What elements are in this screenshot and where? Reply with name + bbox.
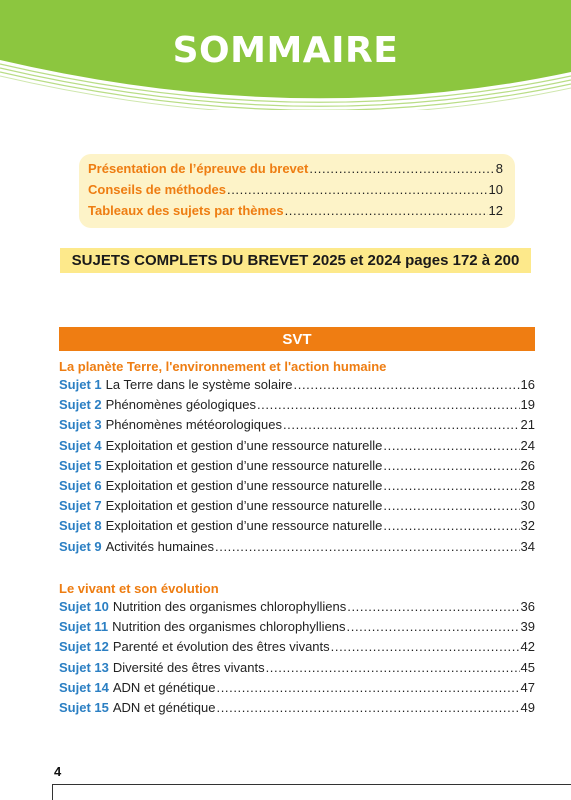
item-text: ADN et génétique — [112, 699, 216, 715]
item-number: Sujet 15 — [59, 699, 109, 715]
toc-item[interactable] — [59, 377, 535, 397]
section-planete-terre — [59, 357, 535, 559]
item-page: 39 — [520, 619, 535, 635]
dot-leader — [383, 518, 519, 533]
item-page: 26 — [520, 457, 535, 473]
intro-page: 12 — [488, 203, 503, 218]
toc-item[interactable] — [59, 619, 535, 639]
dot-leader — [309, 161, 494, 176]
item-page: 21 — [520, 417, 535, 433]
item-text: Exploitation et gestion d’une ressource naturelle — [105, 477, 383, 493]
item-text: Nutrition des organismes chlorophylliens — [112, 619, 346, 635]
item-page: 30 — [520, 498, 535, 514]
item-number: Sujet 11 — [59, 619, 109, 635]
toc-item[interactable] — [59, 478, 535, 498]
intro-page: 8 — [495, 161, 503, 176]
item-page: 42 — [520, 639, 535, 655]
item-number: Sujet 2 — [59, 397, 102, 413]
item-number: Sujet 9 — [59, 538, 102, 554]
dot-leader — [266, 660, 520, 675]
item-number: Sujet 8 — [59, 518, 102, 534]
toc-item[interactable] — [59, 458, 535, 478]
dot-leader — [383, 458, 519, 473]
dot-leader — [383, 438, 519, 453]
item-page: 49 — [520, 699, 535, 715]
dot-leader — [216, 680, 519, 695]
dot-leader — [227, 182, 488, 197]
dot-leader — [347, 619, 520, 634]
section-title: La planète Terre, l'environnement et l'action humaine — [59, 359, 387, 374]
item-text: Exploitation et gestion d’une ressource naturelle — [105, 437, 383, 453]
item-number: Sujet 4 — [59, 437, 102, 453]
page-number: 4 — [54, 764, 62, 779]
item-number: Sujet 6 — [59, 477, 102, 493]
item-number: Sujet 1 — [59, 377, 102, 392]
intro-label: Tableaux des sujets par thèmes — [88, 203, 284, 218]
exams-banner: SUJETS COMPLETS DU BREVET 2025 et 2024 pages 172 à 200 — [60, 248, 531, 273]
item-text: Diversité des êtres vivants — [112, 659, 265, 675]
page-title: SOMMAIRE — [172, 30, 399, 71]
dot-leader — [294, 377, 520, 392]
toc-item[interactable] — [59, 539, 535, 559]
item-page: 28 — [520, 477, 535, 493]
toc-item[interactable] — [59, 700, 535, 720]
item-page: 47 — [520, 679, 535, 695]
section-vivant — [59, 579, 535, 720]
intro-row[interactable] — [88, 161, 503, 182]
toc-item[interactable] — [59, 639, 535, 659]
item-page: 19 — [520, 397, 535, 413]
item-text: Phénomènes géologiques — [105, 397, 256, 413]
section-title: Le vivant et son évolution — [59, 581, 219, 596]
item-number: Sujet 7 — [59, 498, 102, 514]
dot-leader — [383, 498, 519, 513]
dot-leader — [216, 700, 519, 715]
item-page: 32 — [520, 518, 535, 534]
item-text: Exploitation et gestion d’une ressource naturelle — [105, 518, 383, 534]
item-number: Sujet 12 — [59, 639, 109, 655]
item-text: La Terre dans le système solaire — [105, 377, 293, 392]
toc-item[interactable] — [59, 397, 535, 417]
toc-item[interactable] — [59, 417, 535, 437]
item-page: 34 — [520, 538, 535, 554]
dot-leader — [283, 417, 520, 432]
item-text: Exploitation et gestion d’une ressource naturelle — [105, 457, 383, 473]
dot-leader — [285, 203, 488, 218]
dot-leader — [257, 397, 520, 412]
dot-leader — [383, 478, 519, 493]
intro-row[interactable] — [88, 182, 503, 203]
item-number: Sujet 3 — [59, 417, 102, 433]
toc-item[interactable] — [59, 498, 535, 518]
item-text: Phénomènes météorologiques — [105, 417, 282, 433]
footer-rule — [52, 784, 53, 800]
toc-item[interactable] — [59, 438, 535, 458]
item-text: Activités humaines — [105, 538, 215, 554]
dot-leader — [331, 639, 520, 654]
item-text: Parenté et évolution des êtres vivants — [112, 639, 330, 655]
dot-leader — [215, 539, 520, 554]
dot-leader — [347, 599, 519, 614]
toc-item[interactable] — [59, 518, 535, 538]
item-text: Nutrition des organismes chlorophylliens — [112, 599, 347, 614]
intro-label: Présentation de l’épreuve du brevet — [88, 161, 309, 176]
item-page: 24 — [520, 437, 535, 453]
intro-list — [88, 161, 503, 224]
intro-row[interactable] — [88, 203, 503, 224]
item-text: Exploitation et gestion d’une ressource naturelle — [105, 498, 383, 514]
item-number: Sujet 10 — [59, 599, 109, 614]
item-number: Sujet 5 — [59, 457, 102, 473]
item-number: Sujet 14 — [59, 679, 109, 695]
header-band — [0, 0, 571, 110]
toc-item[interactable] — [59, 680, 535, 700]
item-number: Sujet 13 — [59, 659, 109, 675]
intro-label: Conseils de méthodes — [88, 182, 226, 197]
intro-page: 10 — [488, 182, 503, 197]
item-page: 45 — [520, 659, 535, 675]
subject-bar-svt: SVT — [59, 327, 535, 351]
item-text: ADN et génétique — [112, 679, 216, 695]
footer-divider — [52, 784, 571, 785]
item-page: 36 — [520, 599, 535, 614]
toc-item[interactable] — [59, 599, 535, 619]
item-page: 16 — [520, 377, 535, 392]
toc-item[interactable] — [59, 660, 535, 680]
